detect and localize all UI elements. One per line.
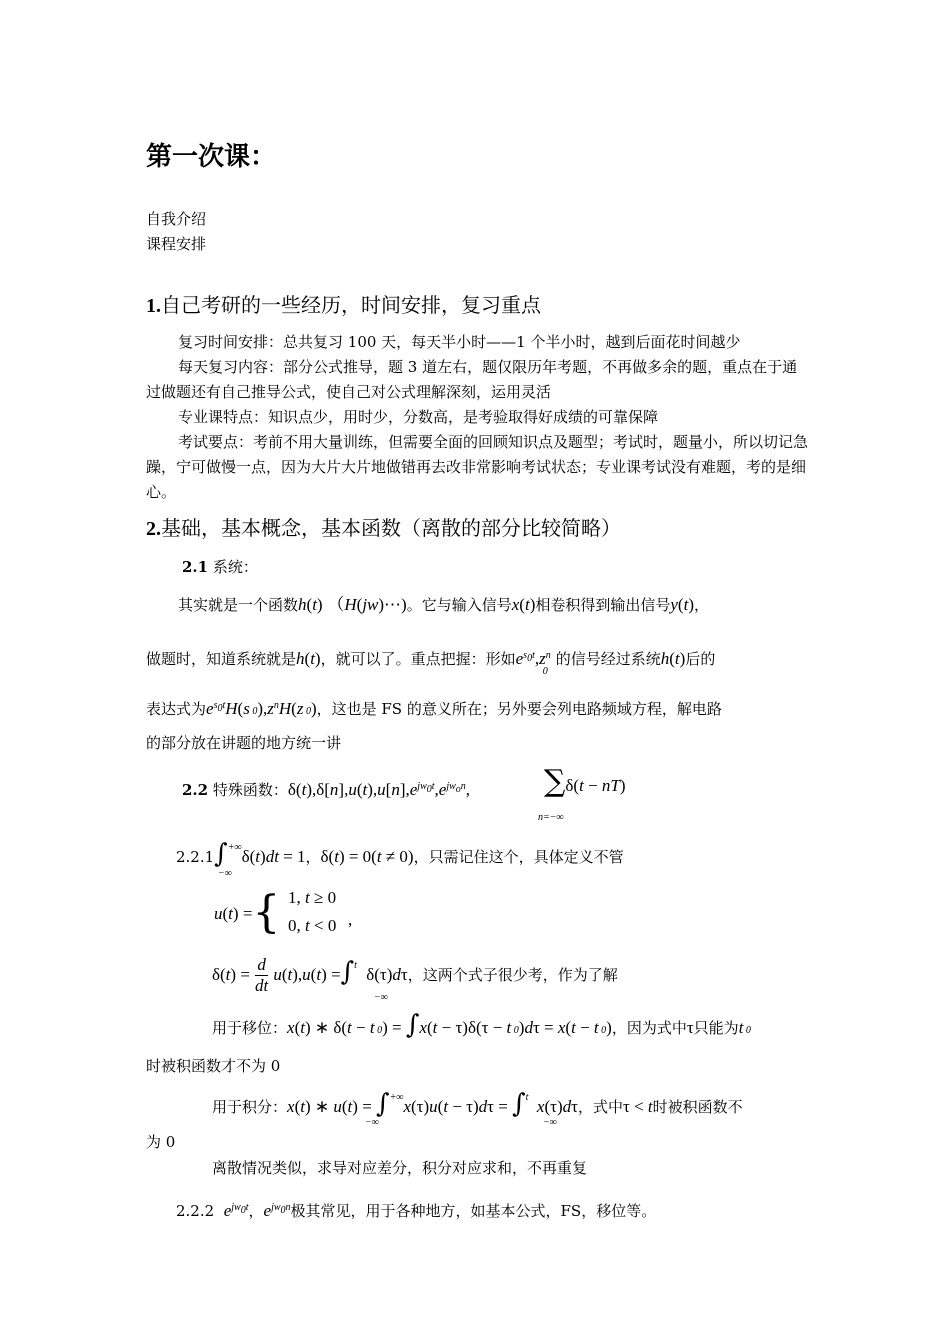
integral-lower-limit: −∞ <box>365 1117 379 1128</box>
delta-note: ，只需记住这个，具体定义不管 <box>413 848 624 866</box>
subsection-2-2-1-number: 2.2.1 <box>176 848 215 866</box>
subsection-2-2-2-number: 2.2.2 <box>176 1202 215 1220</box>
formula-special-functions: $\delta(t),\delta[n],u(t),u[n],e^{jw_0t},e^{jw_on}$, <box>287 780 471 799</box>
subsection-2-2-number: 2.2 <box>182 781 209 799</box>
integral-lower-limit: −∞ <box>543 1117 557 1128</box>
system-line-2: 做题时，知道系统就是h(t)，就可以了。重点把握：形如$e^{s_0t},z^n_0$的信号经过系统h(t)后的 <box>146 649 716 677</box>
formula-impulse-train: ∑δ(t − nT) <box>544 764 626 799</box>
subsection-2-1-number: 2.1 <box>182 558 209 576</box>
system-line-3: 表达式为$e^{s_0t}H(s$ $0),z^nH(z$ 0)，这也是 FS 的意义所在；另外要会列电路频域方程，解电路 <box>146 699 722 718</box>
system-line-4: 的部分放在讲题的地方统一讲 <box>146 734 342 752</box>
subsection-2-1 <box>182 555 258 580</box>
integral-continuation: 为 0 <box>146 1133 176 1151</box>
discrete-note: 离散情况类似，求导对应差分，积分对应求和，不再重复 <box>212 1159 588 1177</box>
text-fragment: 做题时，知道系统就是 <box>146 650 297 668</box>
comma: , <box>348 910 353 929</box>
section-1-heading <box>146 289 541 318</box>
integral-note: ，式中 <box>577 1098 623 1116</box>
intro-line-2: 课程安排 <box>146 235 207 253</box>
paragraph-exam-points: 考试要点：考前不用大量训练，但需要全面的回顾知识点及题型；考试时，题量小，所以切记急躁，宁可做慢一点，因为大片大片地做错再去改非常影响考试状态；专业课考试没有难题，考的是细心。 <box>146 433 809 501</box>
subsection-2-1-title: 系统： <box>212 558 258 576</box>
text-fragment: 后的 <box>685 650 716 668</box>
integral-lower-limit: −∞ <box>218 868 232 879</box>
text-fragment: ，就可以了。重点把握：形如 <box>320 650 516 668</box>
shift-note: ，因为式中 <box>611 1019 687 1037</box>
shift-continuation: 时被积函数才不为 0 <box>146 1057 281 1075</box>
derivative-note: ，这两个式子很少考，作为了解 <box>407 966 618 984</box>
text-fragment: 表达式为 <box>146 700 207 718</box>
step-case-2: 0, t < 0 <box>288 916 337 935</box>
shift-note-2: 只能为 <box>693 1019 739 1037</box>
text-fragment: 的信号经过系统 <box>555 650 661 668</box>
step-case-1: 1, t ≥ 0 <box>288 888 337 907</box>
section-2-title: 基础，基本概念，基本函数（离散的部分比较简略） <box>161 516 621 540</box>
integral-note-2: 时被积函数不 <box>652 1098 743 1116</box>
subsection-2-2 <box>182 774 470 803</box>
intro-line-1: 自我介绍 <box>146 210 207 228</box>
shift-label: 用于移位： <box>212 1019 288 1037</box>
formula-h-t: h <box>298 595 307 614</box>
integral-lower-limit: −∞ <box>374 992 388 1003</box>
subsection-2-2-2: 2.2.2 $e^{jw_0t}$，$e^{jw_0n}$极其常见，用于各种地方，如基本公式，FS，移位等。 <box>176 1201 657 1220</box>
integral-label: 用于积分： <box>212 1098 288 1116</box>
text-fragment: ，这也是 FS 的意义所在；另外要会列电路频域方程，解电路 <box>316 700 722 718</box>
section-1-title: 自己考研的一些经历，时间安排，复习重点 <box>161 293 541 317</box>
paragraph-daily-content: 每天复习内容：部分公式推导，题 3 道左右，题仅限历年考题，不再做多余的题，重点在于通过做题还有自己推导公式，使自己对公式理解深刻，运用灵活 <box>146 358 798 401</box>
section-2-number: 2. <box>146 518 161 540</box>
text-fragment: 其实就是一个函数 <box>178 596 299 614</box>
sum-lower-limit: n=−∞ <box>538 812 564 823</box>
paragraph-features: 专业课特点：知识点少，用时少，分数高，是考验取得好成绩的可靠保障 <box>178 408 659 426</box>
text-fragment: 相卷积得到输出信号 <box>535 596 671 614</box>
system-line-1: 其实就是一个函数h(t) （H(jw)⋯)。它与输入信号x(t)相卷积得到输出信号y(t)， <box>178 595 710 614</box>
section-2-heading <box>146 512 621 541</box>
paragraph-schedule: 复习时间安排：总共复习 100 天，每天半小时——1 个半小时，越到后面花时间越少 <box>178 333 741 351</box>
formula-eigen-output: $e^{s_0t}H$ <box>206 699 238 718</box>
text-fragment: 。它与输入信号 <box>406 596 512 614</box>
integral-property: 用于积分：x(t) ∗ u(t) = ∫+∞x(τ)u(t − τ)dτ = ∫$^t$ x(τ)dτ，式中τ < t时被积函数不 <box>212 1089 743 1119</box>
page-title: 第一次课： <box>146 142 277 172</box>
exponential-note: 极其常见，用于各种地方，如基本公式，FS，移位等。 <box>290 1202 657 1220</box>
section-1-number: 1. <box>146 295 161 317</box>
subsection-2-2-title: 特殊函数： <box>212 781 288 799</box>
shift-property: 用于移位：x(t) ∗ δ(t − t 0) = ∫x(t − τ)δ(τ − t 0)dτ = x(t − t 0)，因为式中τ只能为t 0 <box>212 1010 751 1040</box>
formula-step-function: u(t) ={ <box>214 887 281 938</box>
formula-exponential-input: $e^{s_0t}$ <box>515 649 535 668</box>
formula-derivative-relation: δ(t) = $\frac{d}{dt}$ u(t),u(t) =∫$^t$ δ(τ)dτ，这两个式子很少考，作为了解 <box>212 955 618 995</box>
subsection-2-2-1: 2.2.1∫+∞δ(t)dt = 1，δ(t) = 0(t ≠ 0)，只需记住这个，具体定义不管 <box>176 839 624 869</box>
